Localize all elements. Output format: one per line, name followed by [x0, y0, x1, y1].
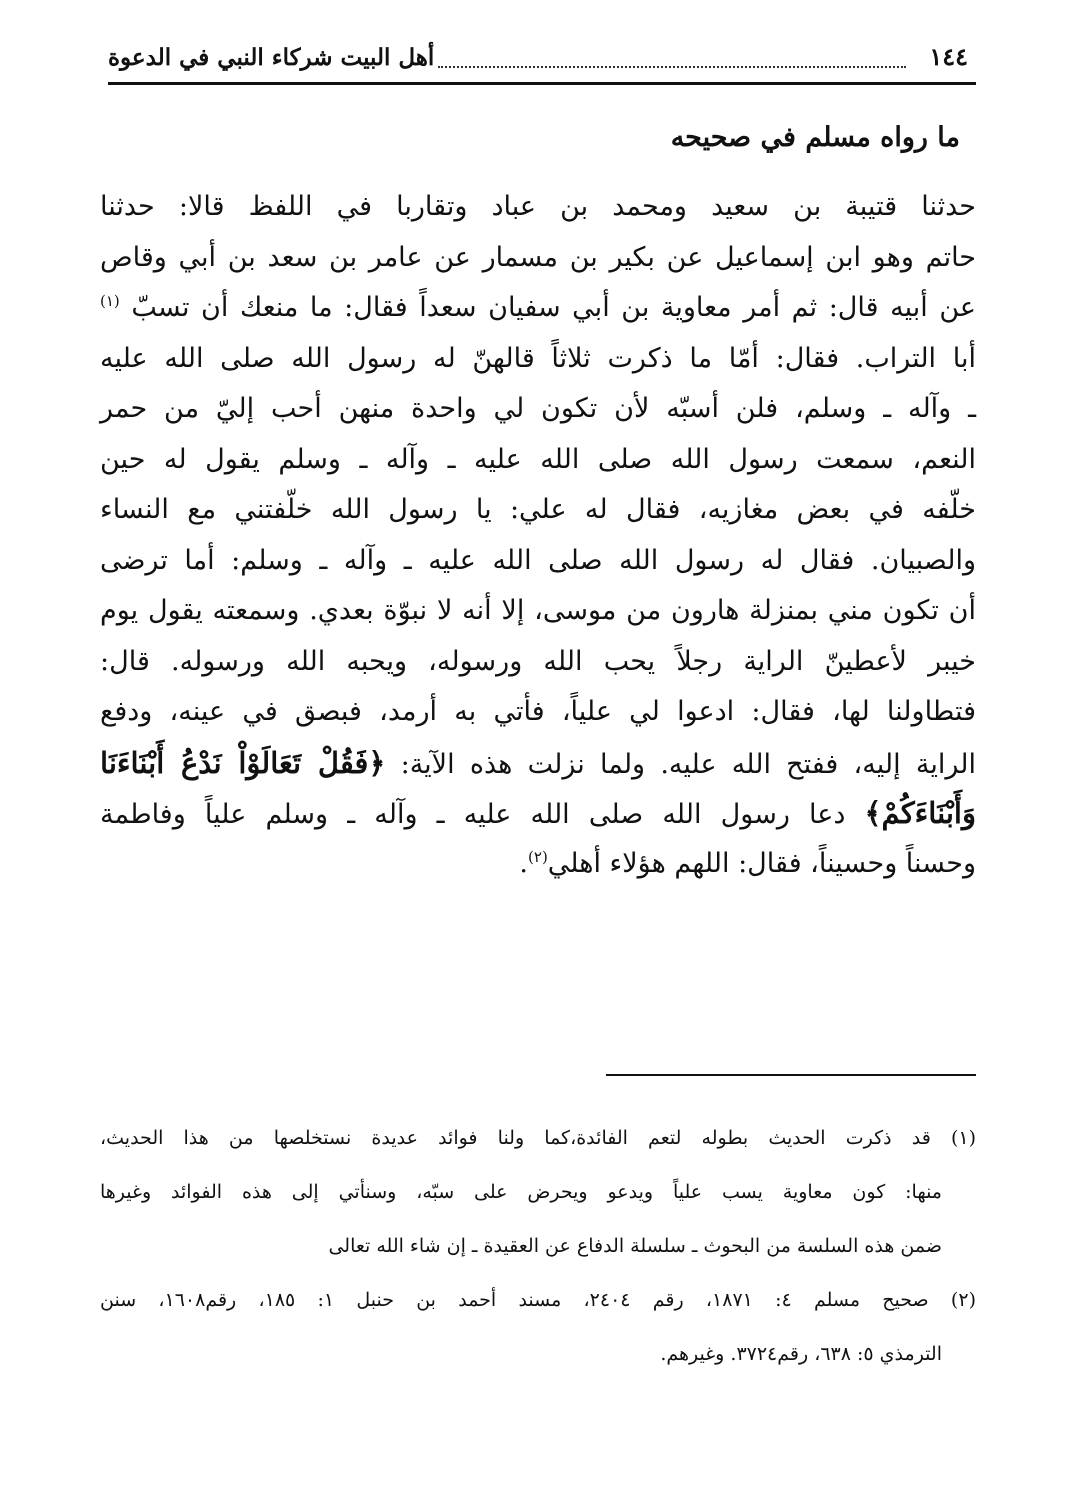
text-segment: عن أبيه قال: ثم أمر معاوية بن أبي سفيان سعداً فقال: ما منعك أن تسبّ [131, 292, 976, 323]
header-dot-leader [438, 66, 906, 68]
text-line [100, 738, 976, 789]
text-line: ـ وآله ـ وسلم، فلن أسبّه لأن تكون لي واحدة منهن أحب إليّ من حمر [100, 393, 976, 424]
text-line: خيبر لأعطينّ الراية رجلاً يحب الله ورسوله، ويحبه الله ورسوله. قال: [100, 645, 976, 677]
footnote-line: ضمن هذه السلسة من البحوث ـ سلسلة الدفاع عن العقيدة ـ إن شاء الله تعالى [328, 1235, 942, 1257]
section-title: ما رواه مسلم في صحيحه [670, 122, 960, 153]
text-segment: . [519, 847, 529, 879]
page-number: ١٤٤ [929, 42, 968, 71]
text-segment: الراية إليه، ففتح الله عليه. ولما نزلت هذه الآية: [400, 748, 976, 780]
running-header [108, 36, 976, 84]
footnote-line: منها: كون معاوية يسب علياً ويدعو ويحرض على سبّه، وسنأتي إلى هذه الفوائد وغيرها [100, 1181, 942, 1203]
text-line [100, 283, 976, 334]
header-rule [108, 82, 976, 85]
footnote-line: (٢) صحيح مسلم ٤: ١٨٧١، رقم ٢٤٠٤، مسند أحمد بن حنبل ١: ١٨٥، رقم١٦٠٨، سنن [100, 1289, 976, 1311]
footnote-line: الترمذي ٥: ٦٣٨، رقم٣٧٢٤. وغيرهم. [660, 1343, 942, 1365]
text-line: والصبيان. فقال له رسول الله صلى الله عليه ـ وآله ـ وسلم: أما ترضى [100, 544, 976, 576]
quran-verse: ﴿فَقُلْ تَعَالَوْاْ نَدْعُ أَبْنَاءَنَا [100, 745, 386, 780]
text-segment: وحسناً وحسيناً، فقال: اللهم هؤلاء أهلي [547, 847, 976, 879]
text-line [100, 788, 976, 839]
text-line: حدثنا قتيبة بن سعيد ومحمد بن عباد وتقاربا في اللفظ قالا: حدثنا [100, 191, 976, 222]
main-paragraph [100, 182, 976, 889]
text-line: أبا التراب. فقال: أمّا ما ذكرت ثلاثاً قالهنّ له رسول الله صلى الله عليه [100, 342, 976, 374]
text-line: فتطاولنا لها، فقال: ادعوا لي علياً، فأتي به أرمد، فبصق في عينه، ودفع [100, 696, 976, 727]
footnote-ref-1[interactable]: (١) [100, 292, 120, 310]
text-line: النعم، سمعت رسول الله صلى الله عليه ـ وآله ـ وسلم يقول له حين [100, 443, 976, 475]
footnote-line: (١) قد ذكرت الحديث بطوله لتعم الفائدة،كما ولنا فوائد عديدة نستخلصها من هذا الحديث، [100, 1127, 976, 1149]
text-line: أن تكون مني بمنزلة هارون من موسى، إلا أنه لا نبوّة بعدي. وسمعته يقول يوم [100, 595, 976, 626]
quran-verse: وَأَبْنَاءَكُمْ﴾ [864, 796, 976, 830]
text-segment: دعا رسول الله صلى الله عليه ـ وآله ـ وسلم علياً وفاطمة [100, 799, 846, 830]
footnote-ref-2[interactable]: (٢) [528, 847, 548, 866]
text-line: خلّفه في بعض مغازيه، فقال له علي: يا رسول الله خلّفتني مع النساء [100, 494, 976, 525]
text-line [100, 839, 976, 890]
footnotes [100, 1118, 976, 1388]
book-title: أهل البيت شركاء النبي في الدعوة [108, 44, 435, 71]
footnote-separator [606, 1074, 976, 1076]
text-line: حاتم وهو ابن إسماعيل عن بكير بن مسمار عن عامر بن سعد بن أبي وقاص [100, 241, 976, 273]
